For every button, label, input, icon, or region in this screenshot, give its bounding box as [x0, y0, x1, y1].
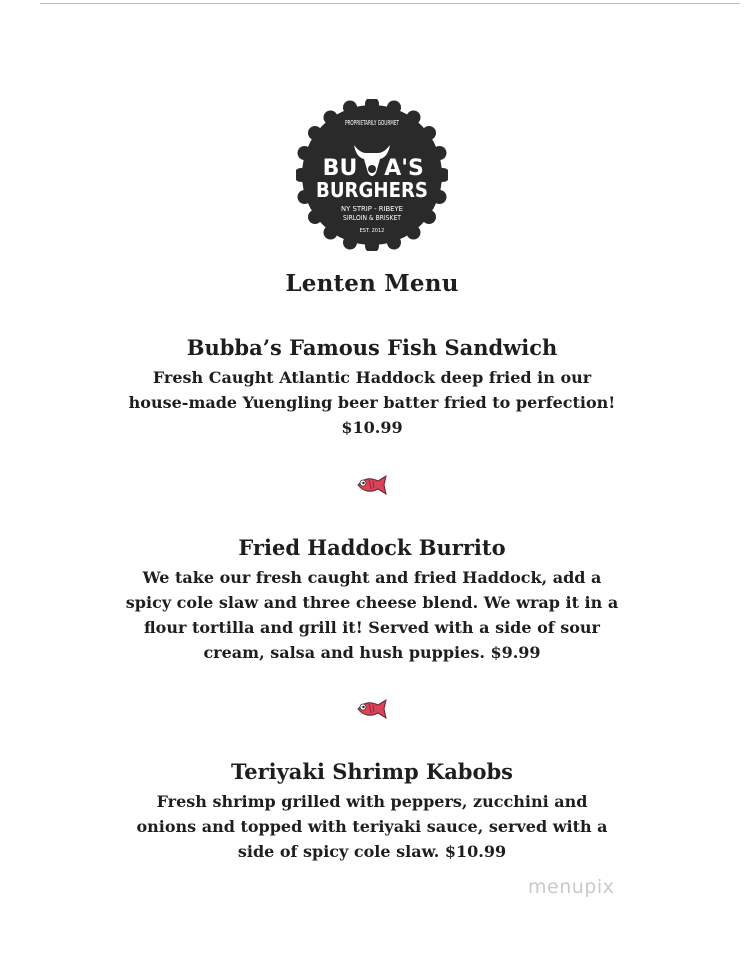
- menu-title: Lenten Menu: [285, 270, 459, 297]
- item-description: [0, 365, 744, 440]
- description-line: cream, salsa and hush puppies. $9.99: [203, 643, 541, 662]
- fish-icon: [352, 697, 390, 721]
- bubbas-burghers-logo: [296, 99, 448, 251]
- logo-tagline-1: NY STRIP - RIBEYE: [341, 205, 403, 213]
- item-name: Bubba’s Famous Fish Sandwich: [186, 335, 558, 360]
- item-description: [0, 565, 744, 665]
- item-price: $10.99: [341, 418, 403, 437]
- description-line: We take our fresh caught and fried Haddock, add a: [142, 568, 602, 587]
- description-line: flour tortilla and grill it! Served with a side of sour: [144, 618, 600, 637]
- item-description: [0, 789, 744, 864]
- menupix-watermark: menupix: [528, 876, 615, 898]
- description-line: side of spicy cole slaw. $10.99: [237, 842, 507, 861]
- description-line: spicy cole slaw and three cheese blend. We wrap it in a: [125, 593, 619, 612]
- logo-top-text: PROPRIETARILY GOURMET: [345, 119, 400, 127]
- logo-tagline-2: SIRLOIN & BRISKET: [343, 214, 402, 222]
- item-name: Fried Haddock Burrito: [238, 535, 506, 560]
- logo-name-burghers: BURGHERS: [316, 178, 428, 202]
- logo-name-right: A'S: [384, 156, 424, 181]
- menu-item-shrimp-kabobs: [0, 757, 744, 864]
- description-line: Fresh Caught Atlantic Haddock deep fried in our: [152, 368, 592, 387]
- scan-edge-line: [40, 3, 740, 4]
- logo-est: EST. 2012: [359, 228, 385, 234]
- item-name: Teriyaki Shrimp Kabobs: [230, 759, 513, 784]
- description-line: onions and topped with teriyaki sauce, served with a: [136, 817, 608, 836]
- logo-name-left: BU: [322, 156, 358, 181]
- fish-icon: [352, 473, 390, 497]
- menu-item-haddock-burrito: [0, 533, 744, 665]
- description-line: Fresh shrimp grilled with peppers, zucchini and: [156, 792, 588, 811]
- description-line: house-made Yuengling beer batter fried to perfection!: [128, 393, 616, 412]
- menu-item-fish-sandwich: [0, 333, 744, 440]
